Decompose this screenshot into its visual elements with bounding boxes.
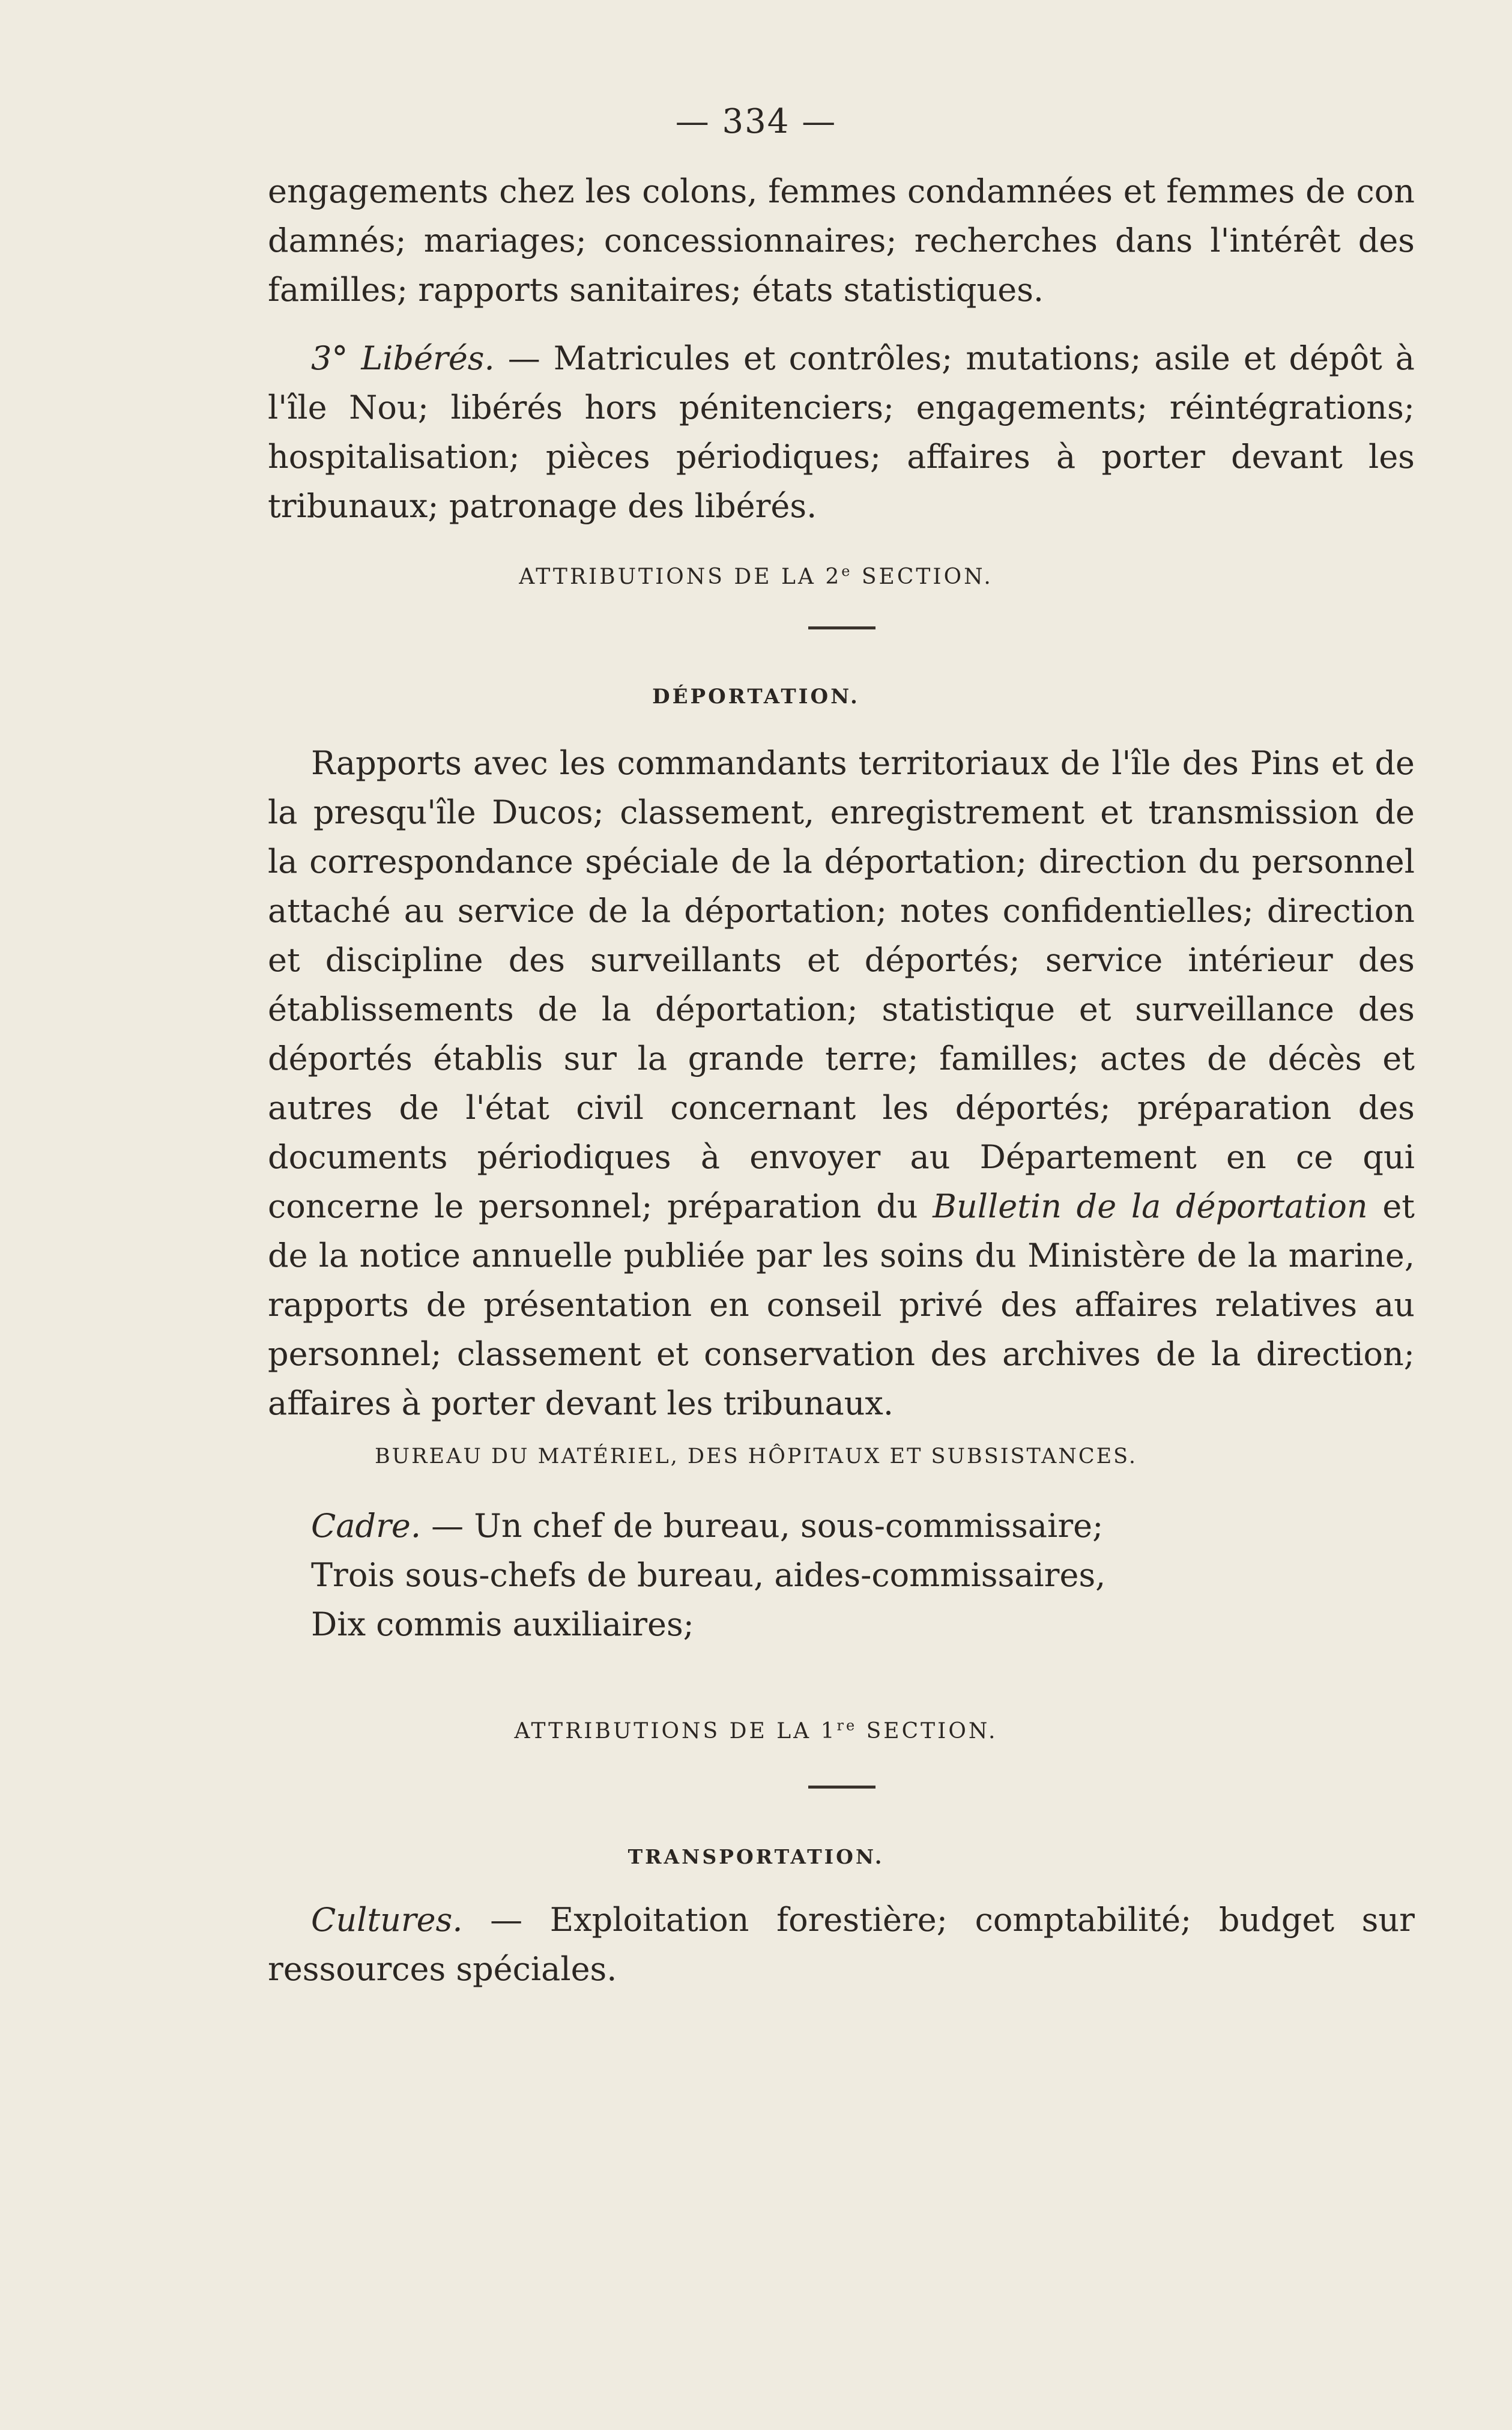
subheading-transportation: TRANSPORTATION. [627, 1845, 885, 1868]
paragraph-cultures [268, 1895, 1415, 1994]
section-divider [808, 626, 875, 629]
page-number: — 334 — [675, 102, 837, 141]
cadre-line-3: Dix commis auxiliaires; [311, 1605, 694, 1643]
cadre-block [268, 1501, 1415, 1649]
paragraph-continuation [268, 167, 1415, 315]
heading-suffix: SECTION. [852, 565, 993, 589]
cadre-line-2: Trois sous-chefs de bureau, aides-commissaires, [311, 1556, 1106, 1594]
section-divider [808, 1786, 875, 1789]
cadre-text-1: — Un chef de bureau, sous-commissaire; [421, 1507, 1104, 1545]
paragraph-label: Cultures. [311, 1901, 463, 1939]
heading-prefix: ATTRIBUTIONS DE LA 1 [514, 1719, 837, 1744]
cadre-line-1 [268, 1501, 1415, 1551]
paragraph-body [268, 334, 1415, 531]
paragraph-text: engagements chez les colons, femmes condamnées et femmes de con damnés; mariages; concessionnaires; recherches dans l'intérêt des familles; rapports sanitaires; états statistiques. [268, 172, 1415, 309]
paragraph-text: — Exploitation forestière; comptabilité; budget sur ressources spéciales. [268, 1901, 1415, 1988]
heading-prefix: ATTRIBUTIONS DE LA 2 [519, 565, 842, 589]
paragraph-text: — Matricules et contrôles; mutations; asile et dépôt à l'île Nou; libérés hors pénitenciers; engagements; réintégrations; hospitalisation; pièces périodiques; affaires à porter devant les tribunaux; patronage des libérés. [268, 339, 1415, 525]
paragraph-liberes [268, 334, 1415, 531]
subheading-deportation: DÉPORTATION. [652, 685, 860, 709]
heading-superscript: re [836, 1717, 857, 1734]
bulletin-title: Bulletin de la déportation [933, 1187, 1368, 1225]
heading-suffix: SECTION. [857, 1719, 998, 1744]
paragraph-body [268, 739, 1415, 1428]
cadre-label: Cadre. [311, 1507, 422, 1545]
section-heading-attributions-2 [0, 565, 1512, 589]
paragraph-label: 3° Libérés. [311, 339, 495, 377]
section-heading-attributions-1 [0, 1719, 1512, 1744]
paragraph-text-after: et de la notice annuelle publiée par les soins du Ministère de la marine, rapports de présentation en conseil privé des affaires relatives au personnel; classement et conservation des archives de la direction; affaires à porter devant les tribunaux. [268, 1187, 1415, 1422]
paragraph-deportation [268, 739, 1415, 1428]
paragraph-body [268, 1895, 1415, 1994]
heading-superscript: e [841, 563, 853, 580]
paragraph-text-before: Rapports avec les commandants territoriaux de l'île des Pins et de la presqu'île Ducos; classement, enregistrement et transmission de la correspondance spéciale de la déportation; direction du personnel attaché au service de la déportation; notes confidentielles; direction et discipline des surveillants et déportés; service intérieur des établissements de la déportation; statistique et surveillance des déportés établis sur la grande terre; familles; actes de décès et autres de l'état civil concernant les déportés; préparation des documents périodiques à envoyer au Département en ce qui concerne le personnel; préparation du [268, 744, 1415, 1225]
bureau-heading: BUREAU DU MATÉRIEL, DES HÔPITAUX ET SUBSISTANCES. [374, 1444, 1138, 1468]
